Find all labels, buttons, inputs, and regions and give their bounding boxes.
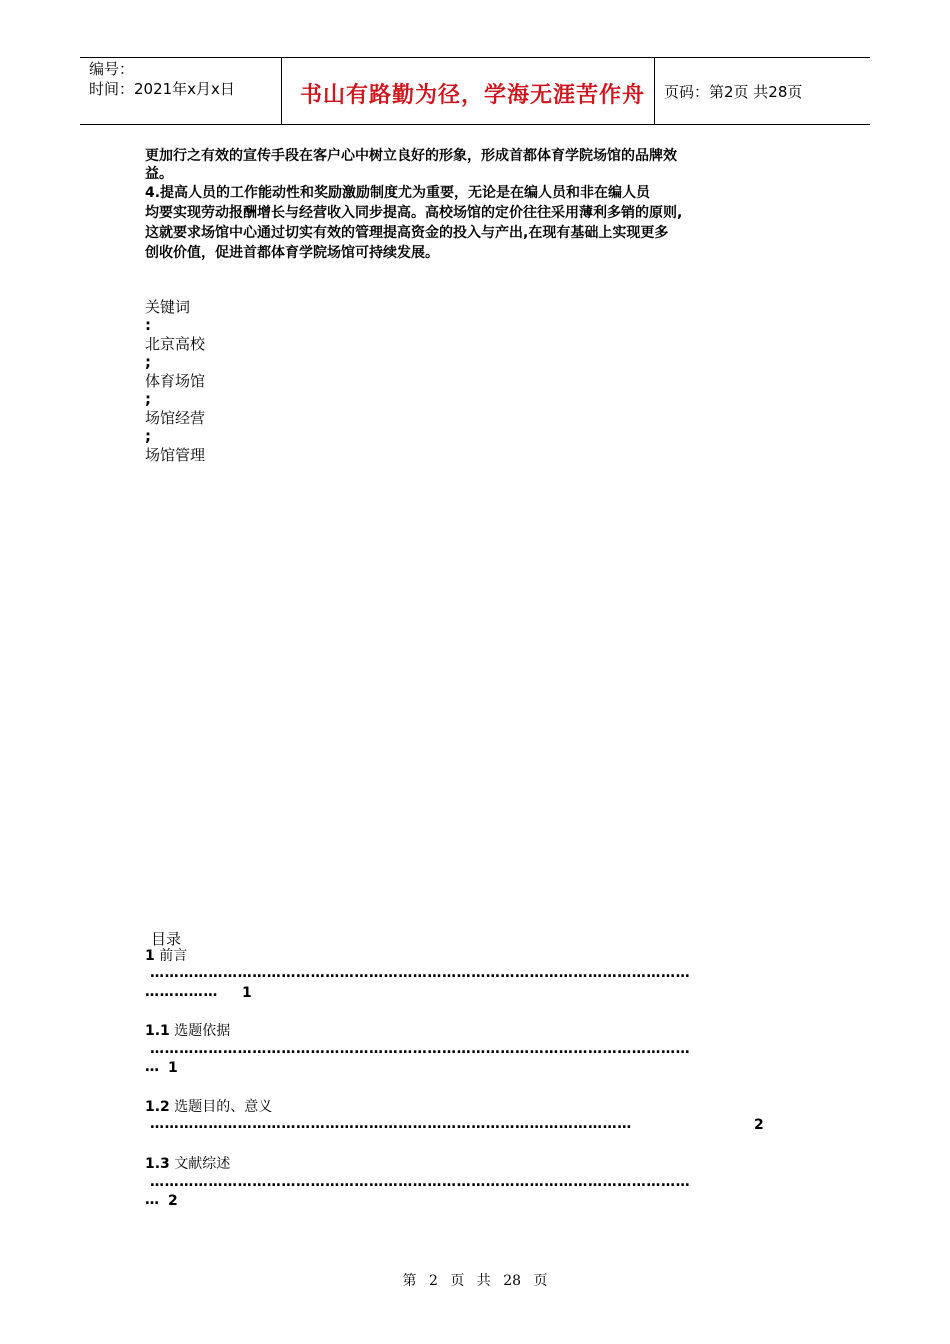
header-top-rule — [80, 57, 870, 58]
keyword-separator: ; — [145, 353, 151, 371]
footer-page-number: 2 — [428, 1273, 438, 1289]
toc-leader-dots: … — [145, 1192, 160, 1208]
footer-total-pages: 28 — [503, 1273, 522, 1289]
toc-entry-title: 选题目的、意义 — [174, 1099, 273, 1115]
toc-leader-dots: … — [145, 1059, 160, 1075]
toc-entry-page: 1 — [242, 985, 252, 1001]
toc-entry-number: 1.3 — [145, 1156, 170, 1172]
toc-entry[interactable] — [145, 1022, 230, 1040]
body-line: 均要实现劳动报酬增长与经营收入同步提高。高校场馆的定价往往采用薄利多销的原则, — [145, 205, 683, 221]
toc-leader-dots: ………………………………………………………………………………………………… — [150, 965, 691, 981]
toc-leader-dots: …………… — [145, 984, 218, 1000]
toc-title: 目录 — [151, 930, 182, 948]
toc-entry-page: 2 — [754, 1117, 764, 1133]
toc-entry[interactable] — [145, 1155, 230, 1173]
body-line: 益。 — [145, 166, 173, 182]
header-divider-left — [281, 57, 282, 125]
keywords-label: 关键词 — [145, 298, 191, 316]
header-code-label: 编号： — [89, 60, 135, 78]
page-footer — [0, 1270, 950, 1290]
keyword-item: 场馆经营 — [145, 409, 206, 427]
keywords-colon: : — [145, 316, 151, 334]
keyword-separator: ; — [145, 390, 151, 408]
header-page-label: 页码：第2页 共28页 — [664, 83, 803, 101]
keyword-item: 场馆管理 — [145, 446, 206, 464]
header-time-label: 时间：2021年x月x日 — [89, 80, 235, 98]
toc-entry-page: 1 — [168, 1060, 178, 1076]
keyword-item: 北京高校 — [145, 335, 206, 353]
footer-gong: 共 — [476, 1273, 491, 1289]
body-line: 4.提高人员的工作能动性和奖励激励制度尤为重要，无论是在编人员和非在编人员 — [145, 185, 651, 201]
keyword-item: 体育场馆 — [145, 372, 206, 390]
toc-entry-title: 选题依据 — [174, 1023, 231, 1039]
body-line: 这就要求场馆中心通过切实有效的管理提高资金的投入与产出,在现有基础上实现更多 — [145, 225, 669, 241]
body-line: 更加行之有效的宣传手段在客户心中树立良好的形象，形成首都体育学院场馆的品牌效 — [145, 148, 677, 164]
toc-entry-number: 1.1 — [145, 1023, 170, 1039]
toc-entry-title: 前言 — [159, 948, 188, 964]
toc-entry-title: 文献综述 — [174, 1156, 231, 1172]
toc-leader-dots: ………………………………………………………………………………………………… — [150, 1174, 691, 1190]
header-divider-right — [654, 57, 655, 125]
header-motto: 书山有路勤为径，学海无涯苦作舟 — [300, 83, 646, 108]
toc-leader-dots: ……………………………………………………………………………………… — [150, 1116, 632, 1132]
toc-entry[interactable] — [145, 947, 187, 965]
toc-entry-page: 2 — [168, 1193, 178, 1209]
header-bottom-rule — [80, 124, 870, 125]
toc-entry-number: 1 — [145, 948, 155, 964]
footer-ye: 页 — [533, 1273, 548, 1289]
footer-di: 第 — [402, 1273, 417, 1289]
keyword-separator: ; — [145, 427, 151, 445]
toc-leader-dots: ………………………………………………………………………………………………… — [150, 1041, 691, 1057]
body-line: 创收价值，促进首都体育学院场馆可持续发展。 — [145, 245, 439, 261]
toc-entry-number: 1.2 — [145, 1099, 170, 1115]
toc-entry[interactable] — [145, 1098, 272, 1116]
footer-ye: 页 — [450, 1273, 465, 1289]
